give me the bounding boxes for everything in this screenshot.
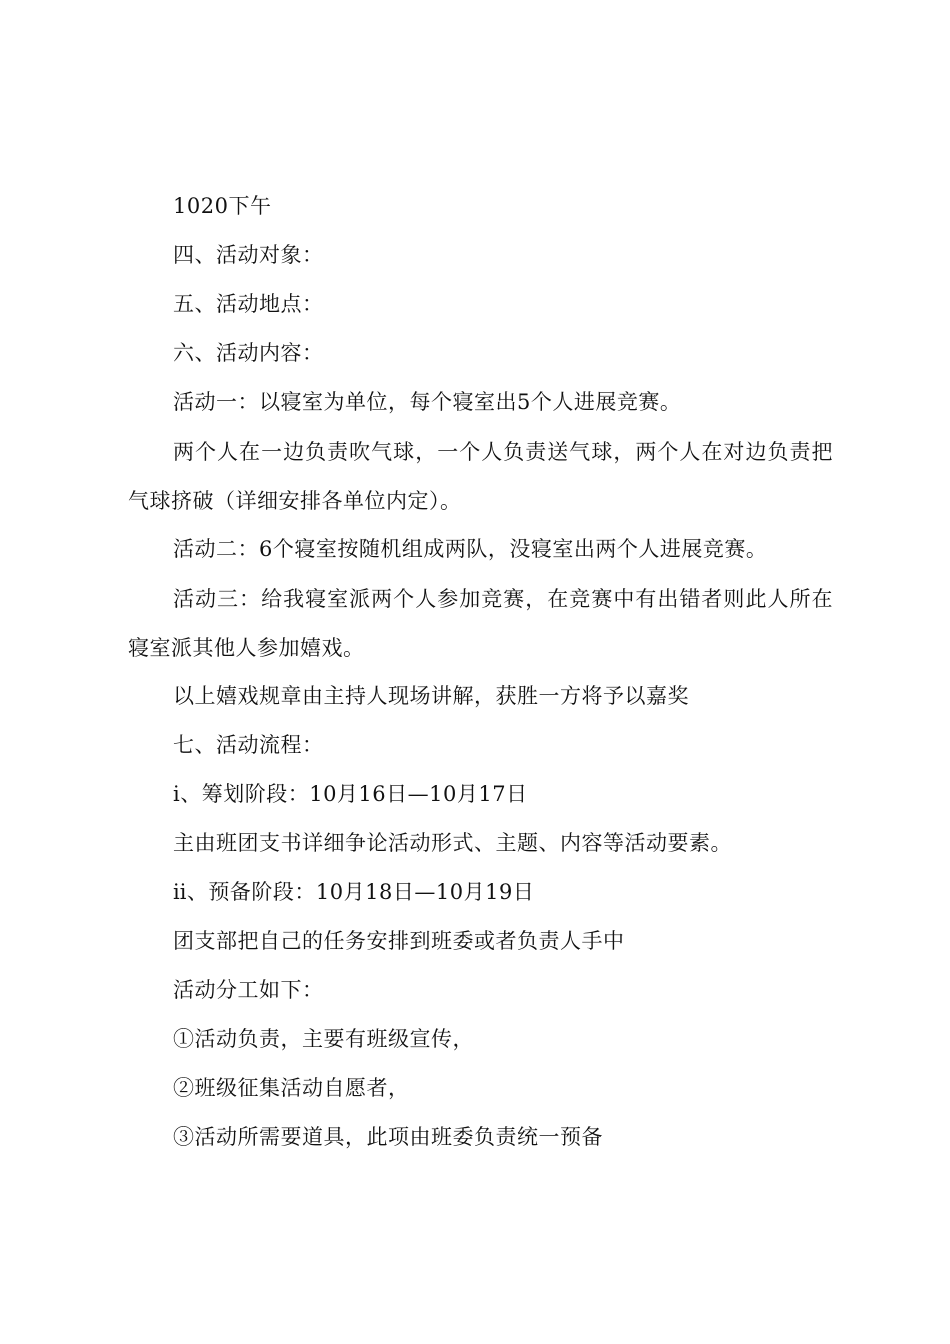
text-activity-two: 活动二：6个寝室按随机组成两队，没寝室出两个人进展竞赛。	[173, 537, 768, 561]
heading-activity-content: 六、活动内容：	[173, 341, 324, 365]
list-item-2: ②班级征集活动自愿者，	[173, 1076, 410, 1100]
heading-activity-process: 七、活动流程：	[173, 733, 324, 757]
text-preparation-detail: 团支部把自己的任务安排到班委或者负责人手中	[173, 929, 625, 953]
text-line-time: 1020下午	[173, 194, 272, 218]
list-item-1: ①活动负责，主要有班级宣传，	[173, 1027, 474, 1051]
text-preparation-stage: ⅱ、预备阶段：10月18日—10月19日	[173, 880, 535, 904]
text-planning-detail: 主由班团支书详细争论活动形式、主题、内容等活动要素。	[173, 831, 732, 855]
text-planning-stage: ⅰ、筹划阶段：10月16日—10月17日	[173, 782, 528, 806]
text-division-heading: 活动分工如下：	[173, 978, 324, 1002]
text-rules-note: 以上嬉戏规章由主持人现场讲解，获胜一方将予以嘉奖	[173, 684, 689, 708]
paragraph-activity-three: 活动三：给我寝室派两个人参加竞赛，在竞赛中有出错者则此人所在寝室派其他人参加嬉戏。	[128, 587, 833, 660]
heading-activity-target: 四、活动对象：	[173, 243, 324, 267]
heading-activity-location: 五、活动地点：	[173, 292, 324, 316]
paragraph-activity-one-detail: 两个人在一边负责吹气球，一个人负责送气球，两个人在对边负责把气球挤破（详细安排各单位内定）。	[128, 440, 833, 513]
text-activity-one: 活动一：以寝室为单位，每个寝室出5个人进展竞赛。	[173, 390, 682, 414]
list-item-3: ③活动所需要道具，此项由班委负责统一预备	[173, 1125, 603, 1149]
